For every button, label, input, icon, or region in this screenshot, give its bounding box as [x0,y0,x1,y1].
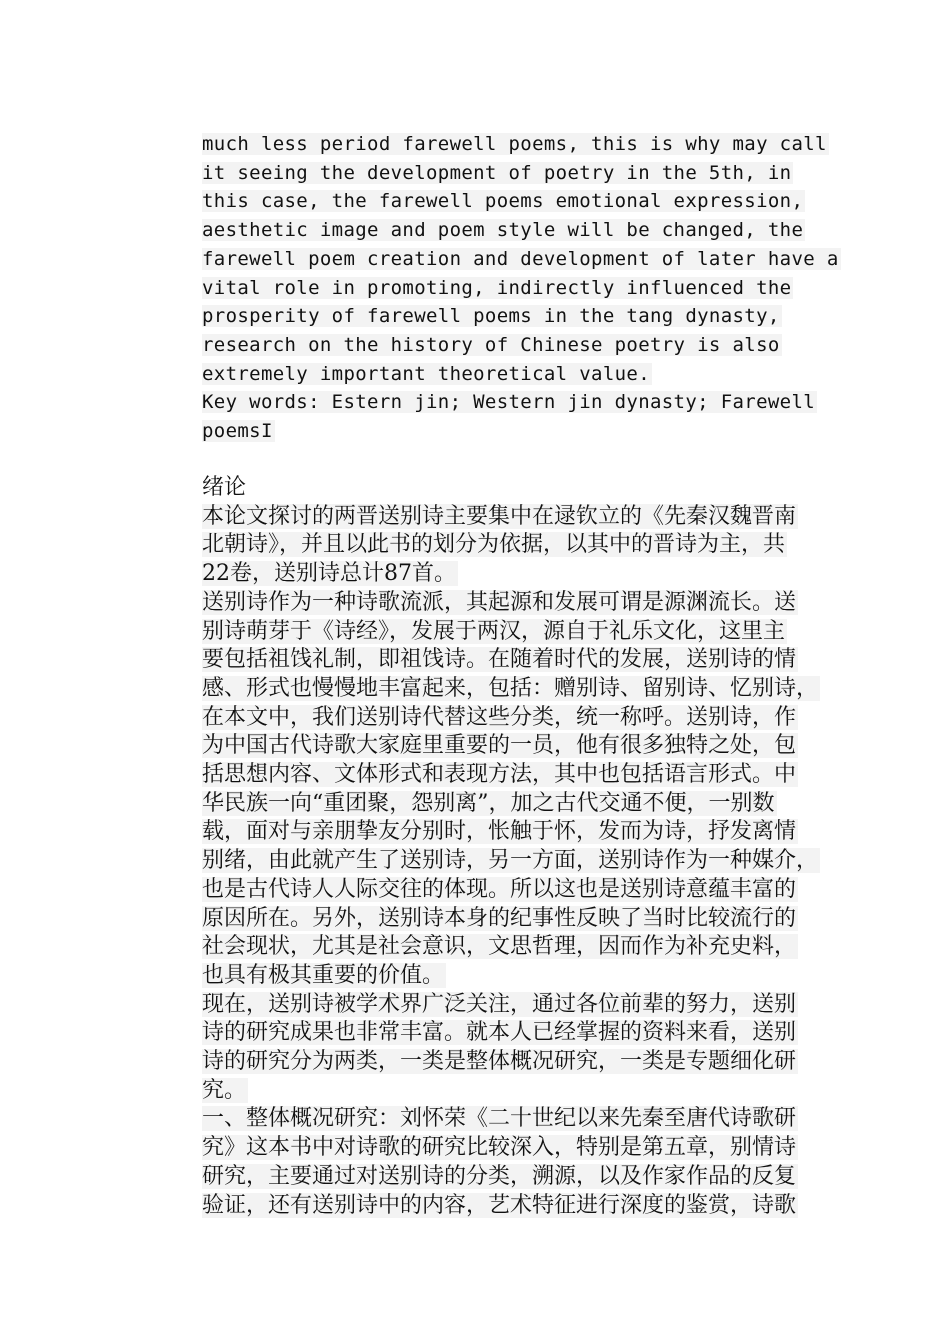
body-line: 要包括祖饯礼制，即祖饯诗。在随着时代的发展，送别诗的情 [202,647,797,673]
body-line: 送别诗作为一种诗歌流派，其起源和发展可谓是源渊流长。送 [202,589,797,615]
body-line: 北朝诗》，并且以此书的划分为依据，以其中的晋诗为主，共 [202,532,786,558]
body-line: 验证，还有送别诗中的内容，艺术特征进行深度的鉴赏，诗歌 [202,1192,797,1218]
body-line: 诗的研究成果也非常丰富。就本人已经掌握的资料来看，送别 [202,1020,797,1046]
body-line: 22卷，送别诗总计87首。 [202,561,456,587]
keywords-line: poemsI [202,420,273,442]
body-line: 括思想内容、文体形式和表现方法，其中也包括语言形式。中 [202,762,797,787]
abstract-line: it seeing the development of poetry in the 5th, in [202,161,792,184]
body-line: 也具有极其重要的价值。 [202,962,445,988]
body-line: 也是古代诗人人际交往的体现。所以这也是送别诗意蕴丰富的 [202,876,797,902]
keywords-line: Key words: Estern jin; Western jin dynasty; Farewell [202,391,816,414]
body-line: 究》这本书中对诗歌的研究比较深入，特别是第五章，别情诗 [202,1135,797,1161]
abstract-line: aesthetic image and poem style will be changed, the [202,219,804,242]
body-line: 载，面对与亲朋挚友分别时，怅触于怀，发而为诗，抒发离情 [202,819,797,845]
body-line: 为中国古代诗歌大家庭里重要的一员，他有很多独特之处，包 [202,733,797,759]
body-line: 现在，送别诗被学术界广泛关注，通过各位前辈的努力，送别 [202,991,797,1017]
body-line: 在本文中，我们送别诗代替这些分类，统一称呼。送别诗，作 [202,704,797,730]
abstract-line: prosperity of farewell poems in the tang dynasty, [202,305,780,328]
body-line: 原因所在。另外，送别诗本身的纪事性反映了当时比较流行的 [202,905,797,931]
abstract-line: extremely important theoretical value. [202,362,650,385]
body-line: 别绪，由此就产生了送别诗，另一方面，送别诗作为一种媒介， [202,848,819,874]
abstract-line: much less period farewell poems, this is why may call [202,133,827,155]
body-line: 一、整体概况研究：刘怀荣《二十世纪以来先秦至唐代诗歌研 [202,1106,797,1132]
section-heading: 绪论 [202,475,247,500]
abstract-line: vital role in promoting, indirectly influenced the [202,276,792,299]
body-line: 华民族一向“重团聚，怨别离”，加之古代交通不便，一别数 [202,790,775,816]
body-line: 本论文探讨的两晋送别诗主要集中在逯钦立的《先秦汉魏晋南 [202,503,797,529]
abstract-line: this case, the farewell poems emotional expression, [202,190,804,213]
body-line: 研究，主要通过对送别诗的分类，溯源，以及作家作品的反复 [202,1163,797,1189]
body-line: 究。 [202,1077,247,1103]
body-line: 别诗萌芽于《诗经》，发展于两汉，源自于礼乐文化，这里主 [202,618,786,644]
body-line: 社会现状，尤其是社会意识，文思哲理，因而作为补充史料， [202,934,797,960]
body-line: 诗的研究分为两类，一类是整体概况研究，一类是专题细化研 [202,1049,797,1074]
abstract-line: farewell poem creation and development of later have a [202,247,839,270]
body-line: 感、形式也慢慢地丰富起来，包括：赠别诗、留别诗、忆别诗， [202,675,819,701]
abstract-line: research on the history of Chinese poetry is also [202,333,780,356]
